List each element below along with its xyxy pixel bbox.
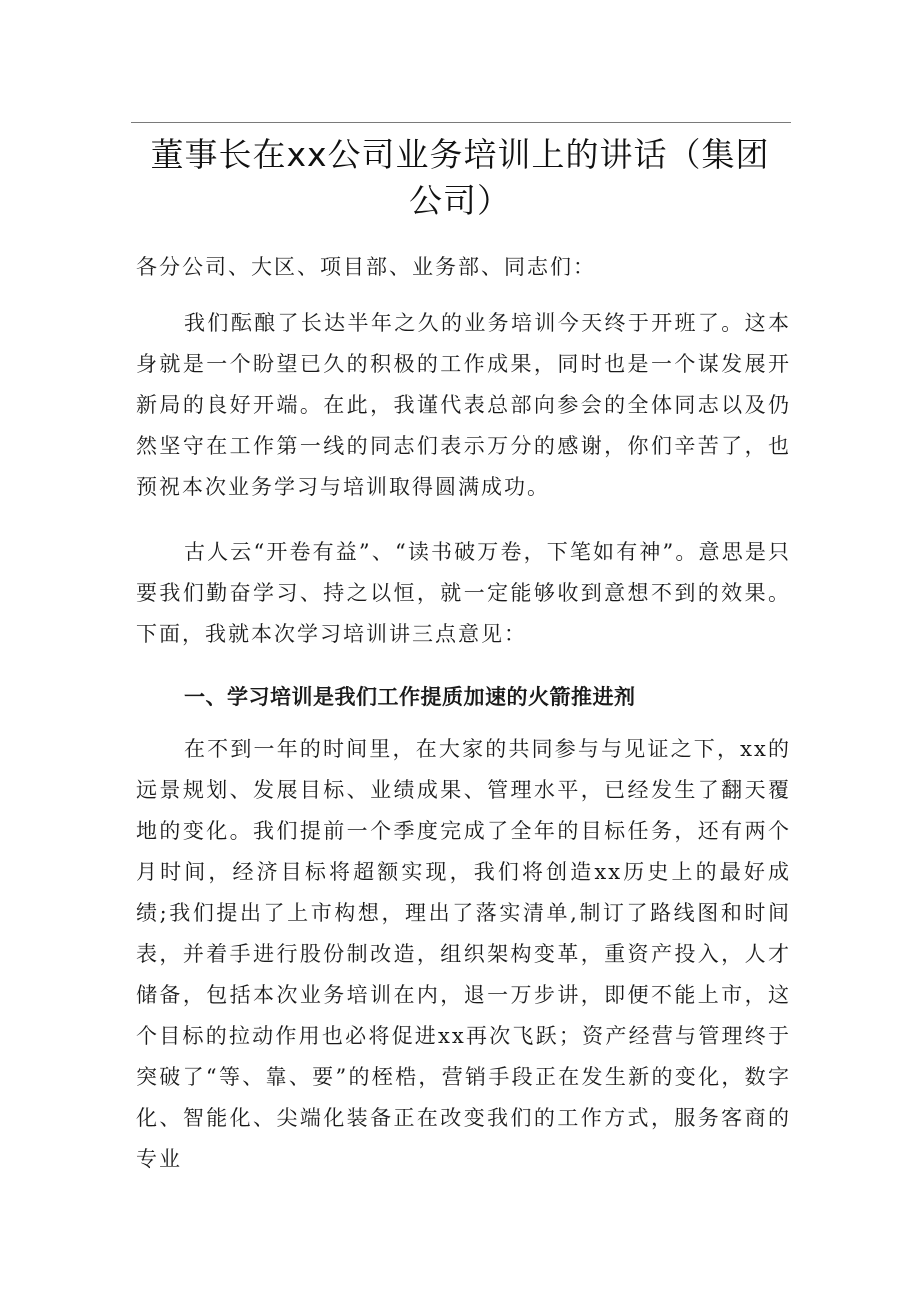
salutation: 各分公司、大区、项目部、业务部、同志们： xyxy=(136,255,596,279)
title-line-2: 公司） xyxy=(409,181,511,220)
paragraph-1: 我们酝酿了长达半年之久的业务培训今天终于开班了。这本身就是一个盼望已久的积极的工作成果，同时也是一个谋发展开新局的良好开端。在此，我谨代表总部向参会的全体同志以及仍然坚守在工作第一线的同志们表示万分的感谢，你们辛苦了，也预祝本次业务学习与培训取得圆满成功。 xyxy=(136,311,791,499)
section-heading: 一、学习培训是我们工作提质加速的火箭推进剂 xyxy=(184,685,636,709)
document-title xyxy=(120,132,800,224)
header-rule xyxy=(131,122,791,123)
title-line-1: 董事长在xx公司业务培训上的讲话（集团 xyxy=(150,135,770,174)
section-paragraph: 在不到一年的时间里，在大家的共同参与与见证之下，xx的远景规划、发展目标、业绩成果、管理水平，已经发生了翻天覆地的变化。我们提前一个季度完成了全年的目标任务，还有两个月时间，经济目标将超额实现，我们将创造xx历史上的最好成绩;我们提出了上市构想，理出了落实清单,制订了路线图和时间表，并着手进行股份制改造，组织架构变革，重资产投入，人才储备，包括本次业务培训在内，退一万步讲，即便不能上市，这个目标的拉动作用也必将促进xx再次飞跃；资产经营与管理终于突破了“等、靠、要”的桎梏，营销手段正在发生新的变化，数字化、智能化、尖端化装备正在改变我们的工作方式，服务客商的专业 xyxy=(136,737,791,1171)
paragraph-2: 古人云“开卷有益”、“读书破万卷，下笔如有神”。意思是只要我们勤奋学习、持之以恒，就一定能够收到意想不到的效果。下面，我就本次学习培训讲三点意见： xyxy=(136,540,791,646)
